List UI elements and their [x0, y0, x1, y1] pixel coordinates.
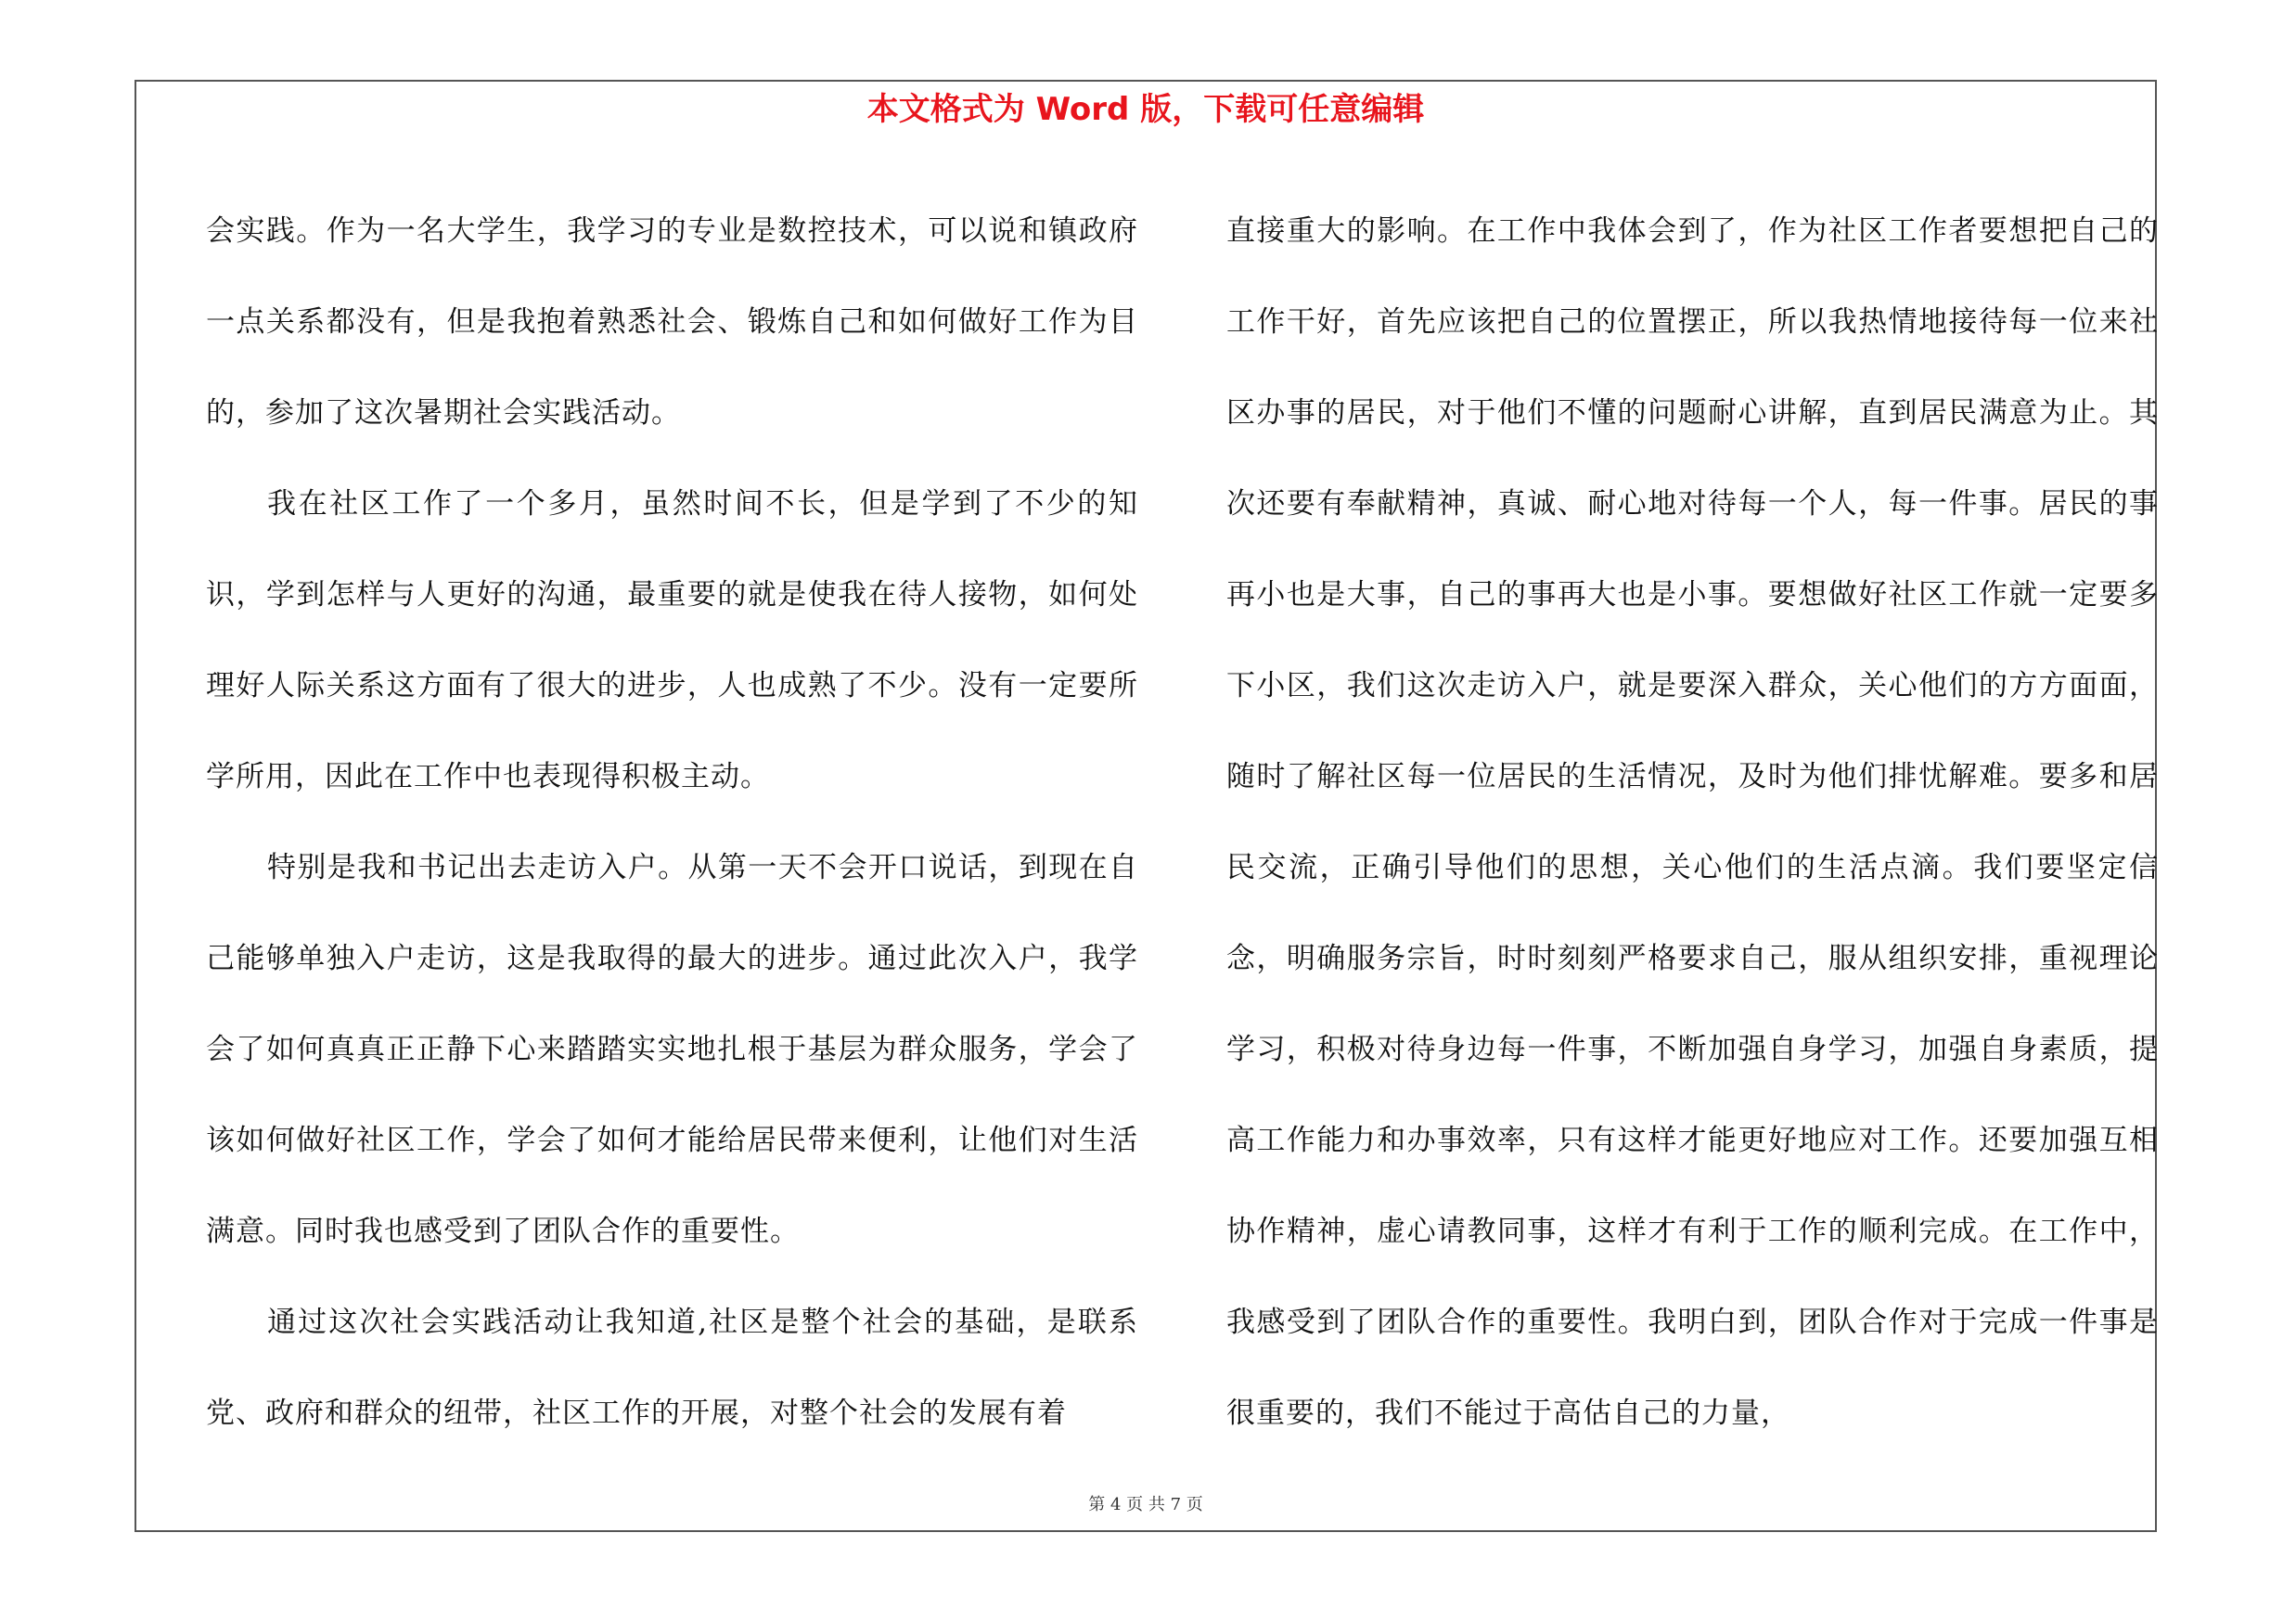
page-number-footer: 第 4 页 共 7 页 — [1088, 1495, 1203, 1514]
format-notice-banner: 本文格式为 Word 版，下载可任意编辑 — [866, 91, 1425, 128]
paragraph: 特别是我和书记出去走访入户。从第一天不会开口说话，到现在自己能够单独入户走访，这是我取得的最大的进步。通过此次入户，我学会了如何真真正正静下心来踏踏实实地扎根于基层为群众服务，学会了该如何做好社区工作，学会了如何才能给居民带来便利，让他们对生活满意。同时我也感受到了团队合作的重要性。 — [206, 851, 1138, 1248]
left-text-column — [206, 186, 1138, 1459]
paragraph-continued: 直接重大的影响。在工作中我体会到了，作为社区工作者要想把自己的工作干好，首先应该把自己的位置摆正，所以我热情地接待每一位来社区办事的居民，对于他们不懂的问题耐心讲解，直到居民满意为止。其次还要有奉献精神，真诚、耐心地对待每一个人，每一件事。居民的事再小也是大事，自己的事再大也是小事。要想做好社区工作就一定要多下小区，我们这次走访入户，就是要深入群众，关心他们的方方面面，随时了解社区每一位居民的生活情况，及时为他们排忧解难。要多和居民交流，正确引导他们的思想，关心他们的生活点滴。我们要坚定信念，明确服务宗旨，时时刻刻严格要求自己，服从组织安排，重视理论学习，积极对待身边每一件事，不断加强自身学习，加强自身素质，提高工作能力和办事效率，只有这样才能更好地应对工作。还要加强互相协作精神，虚心请教同事，这样才有利于工作的顺利完成。在工作中，我感受到了团队合作的重要性。我明白到，团队合作对于完成一件事是很重要的，我们不能过于高估自己的力量， — [1226, 214, 2159, 1430]
right-text-column — [1226, 186, 2159, 1459]
paragraph: 我在社区工作了一个多月，虽然时间不长，但是学到了不少的知识，学到怎样与人更好的沟通，最重要的就是使我在待人接物，如何处理好人际关系这方面有了很大的进步，人也成熟了不少。没有一定要所学所用，因此在工作中也表现得积极主动。 — [206, 487, 1138, 793]
paragraph: 通过这次社会实践活动让我知道,社区是整个社会的基础，是联系党、政府和群众的纽带，社区工作的开展，对整个社会的发展有着 — [206, 1306, 1138, 1430]
paragraph-continued: 会实践。作为一名大学生，我学习的专业是数控技术，可以说和镇政府一点关系都没有，但是我抱着熟悉社会、锻炼自己和如何做好工作为目的，参加了这次暑期社会实践活动。 — [206, 214, 1138, 430]
